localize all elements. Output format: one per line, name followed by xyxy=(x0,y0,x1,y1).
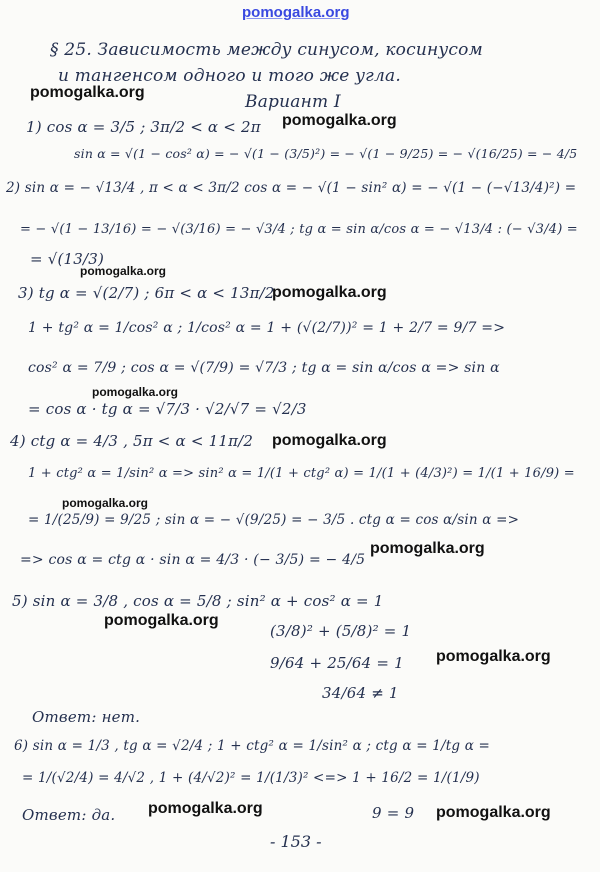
answer-line: Ответ: да. xyxy=(22,806,116,824)
watermark-label: pomogalka.org xyxy=(92,385,179,399)
watermark-label: pomogalka.org xyxy=(370,540,485,557)
solution-line: 5) sin α = 3/8 , cos α = 5/8 ; sin² α + cos² α = 1 xyxy=(12,592,384,610)
section-heading-line-1: § 25. Зависимость между синусом, косинусом xyxy=(50,40,483,60)
solution-line: = √(13/3) xyxy=(30,250,105,268)
solution-line: 1 + ctg² α = 1/sin² α => sin² α = 1/(1 + ctg² α) = 1/(1 + (4/3)²) = 1/(1 + 16/9) = xyxy=(28,466,575,481)
page-number: - 153 - xyxy=(270,832,322,851)
watermark-label: pomogalka.org xyxy=(272,432,387,449)
solution-line: sin α = √(1 − cos² α) = − √(1 − (3/5)²) = − √(1 − 9/25) = − √(16/25) = − 4/5 xyxy=(74,146,578,161)
solution-line: 2) sin α = − √13/4 , π < α < 3π/2 cos α = − √(1 − sin² α) = − √(1 − (−√13/4)²) = xyxy=(6,180,577,196)
watermark-top: pomogalka.org xyxy=(242,4,350,21)
solution-line: = cos α · tg α = √7/3 · √2/√7 = √2/3 xyxy=(28,400,307,418)
variant-title: Вариант I xyxy=(245,92,341,112)
watermark-label: pomogalka.org xyxy=(80,264,167,278)
solution-line: 3) tg α = √(2/7) ; 6π < α < 13π/2 xyxy=(18,284,275,302)
solution-line: = 1/(√2/4) = 4/√2 , 1 + (4/√2)² = 1/(1/3)² <=> 1 + 16/2 = 1/(1/9) xyxy=(22,770,480,786)
solution-line: (3/8)² + (5/8)² = 1 xyxy=(270,622,412,640)
section-heading-line-2: и тангенсом одного и того же угла. xyxy=(58,66,401,86)
solution-line: 9/64 + 25/64 = 1 xyxy=(270,654,404,672)
watermark-label: pomogalka.org xyxy=(436,648,551,665)
solution-line: cos² α = 7/9 ; cos α = √(7/9) = √7/3 ; tg α = sin α/cos α => sin α xyxy=(28,360,500,376)
watermark-label: pomogalka.org xyxy=(30,84,145,101)
watermark-label: pomogalka.org xyxy=(282,112,397,129)
solution-line: 4) ctg α = 4/3 , 5π < α < 11π/2 xyxy=(10,432,254,450)
solution-line: => cos α = ctg α · sin α = 4/3 · (− 3/5) = − 4/5 xyxy=(20,552,366,568)
watermark-label: pomogalka.org xyxy=(62,496,149,510)
watermark-label: pomogalka.org xyxy=(272,284,387,301)
solution-line: 34/64 ≠ 1 xyxy=(322,684,399,702)
solution-line: 1 + tg² α = 1/cos² α ; 1/cos² α = 1 + (√(2/7))² = 1 + 2/7 = 9/7 => xyxy=(28,320,506,336)
watermark-label: pomogalka.org xyxy=(148,800,263,817)
solution-line: 6) sin α = 1/3 , tg α = √2/4 ; 1 + ctg² α = 1/sin² α ; ctg α = 1/tg α = xyxy=(14,738,491,754)
solution-line: = − √(1 − 13/16) = − √(3/16) = − √3/4 ; tg α = sin α/cos α = − √13/4 : (− √3/4) = xyxy=(20,222,578,237)
watermark-label: pomogalka.org xyxy=(104,612,219,629)
answer-line: Ответ: нет. xyxy=(32,708,141,726)
solution-line: 9 = 9 xyxy=(372,804,415,822)
solution-line: = 1/(25/9) = 9/25 ; sin α = − √(9/25) = − 3/5 . ctg α = cos α/sin α => xyxy=(28,512,520,528)
watermark-label: pomogalka.org xyxy=(436,804,551,821)
solution-line: 1) cos α = 3/5 ; 3π/2 < α < 2π xyxy=(26,118,261,136)
